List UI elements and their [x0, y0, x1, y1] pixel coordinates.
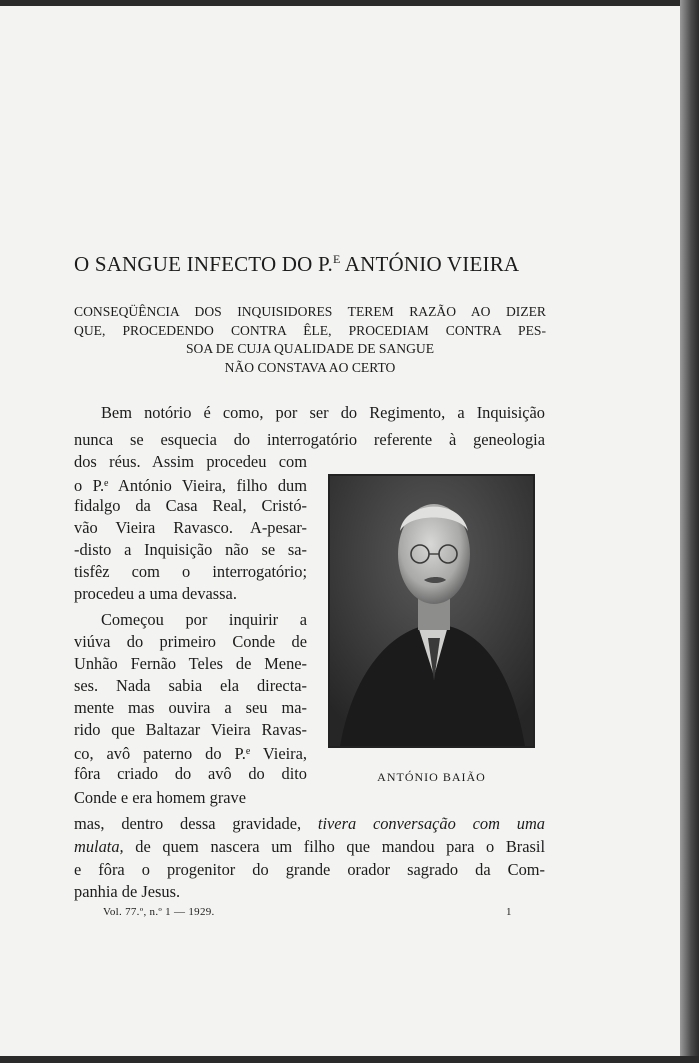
body-line: nunca se esquecia do interrogatório referente à geneologia	[74, 430, 545, 449]
body-line: ses. Nada sabia ela directa-	[74, 676, 307, 695]
scan-right-edge	[680, 0, 699, 1063]
scan-bottom-edge	[0, 1056, 699, 1063]
page-number: 1	[506, 906, 512, 918]
body-line: -disto a Inquisição não se sa-	[74, 540, 307, 559]
article-title: O SANGUE INFECTO DO P.$^E$ ANTÓNIO VIEIRA	[74, 252, 520, 276]
subtitle-line: QUE, PROCEDENDO CONTRA ÊLE, PROCEDIAM CONTRA PES-	[74, 322, 546, 338]
body-line: fidalgo da Casa Real, Cristó-	[74, 496, 307, 515]
body-line: o P.$^e$ António Vieira, filho dum	[74, 476, 307, 495]
subtitle-line: SOA DE CUJA QUALIDADE DE SANGUE	[185, 341, 435, 356]
body-line: dos réus. Assim procedeu com	[74, 452, 307, 471]
body-line: panhia de Jesus.	[74, 882, 181, 901]
body-line: mulata, de quem nascera um filho que mandou para o Brasil	[74, 837, 545, 856]
subtitle-line: NÃO CONSTAVA AO CERTO	[224, 359, 396, 375]
body-line: procedeu a uma devassa.	[74, 584, 237, 603]
body-line: co, avô paterno do P.$^e$ Vieira,	[74, 744, 308, 763]
subtitle-line: CONSEQÜÊNCIA DOS INQUISIDORES TEREM RAZÃO AO DIZER	[74, 304, 546, 319]
body-line: mente mas ouvira a seu ma-	[74, 698, 307, 717]
body-line: Unhão Fernão Teles de Mene-	[74, 654, 307, 673]
body-line: vão Vieira Ravasco. A-pesar-	[74, 518, 307, 537]
body-line: Conde e era homem grave	[74, 788, 247, 807]
body-line: Começou por inquirir a	[101, 610, 307, 629]
body-line: viúva do primeiro Conde de	[74, 632, 307, 651]
portrait-image	[330, 476, 533, 746]
body-line: Bem notório é como, por ser do Regimento, a Inquisição	[101, 403, 545, 422]
body-line: tisfêz com o interrogatório;	[74, 562, 307, 581]
body-line: mas, dentro dessa gravidade, tivera conversação com uma	[74, 814, 545, 833]
body-line: rido que Baltazar Vieira Ravas-	[74, 720, 307, 739]
photo-caption: ANTÓNIO BAIÃO	[377, 770, 486, 784]
article-subtitle	[74, 303, 546, 377]
body-line: fôra criado do avô do dito	[74, 764, 307, 783]
portrait-photo	[328, 474, 535, 748]
volume-note: Vol. 77.º, n.º 1 — 1929.	[103, 906, 215, 918]
body-line: e fôra o progenitor do grande orador sagrado da Com-	[74, 860, 545, 879]
